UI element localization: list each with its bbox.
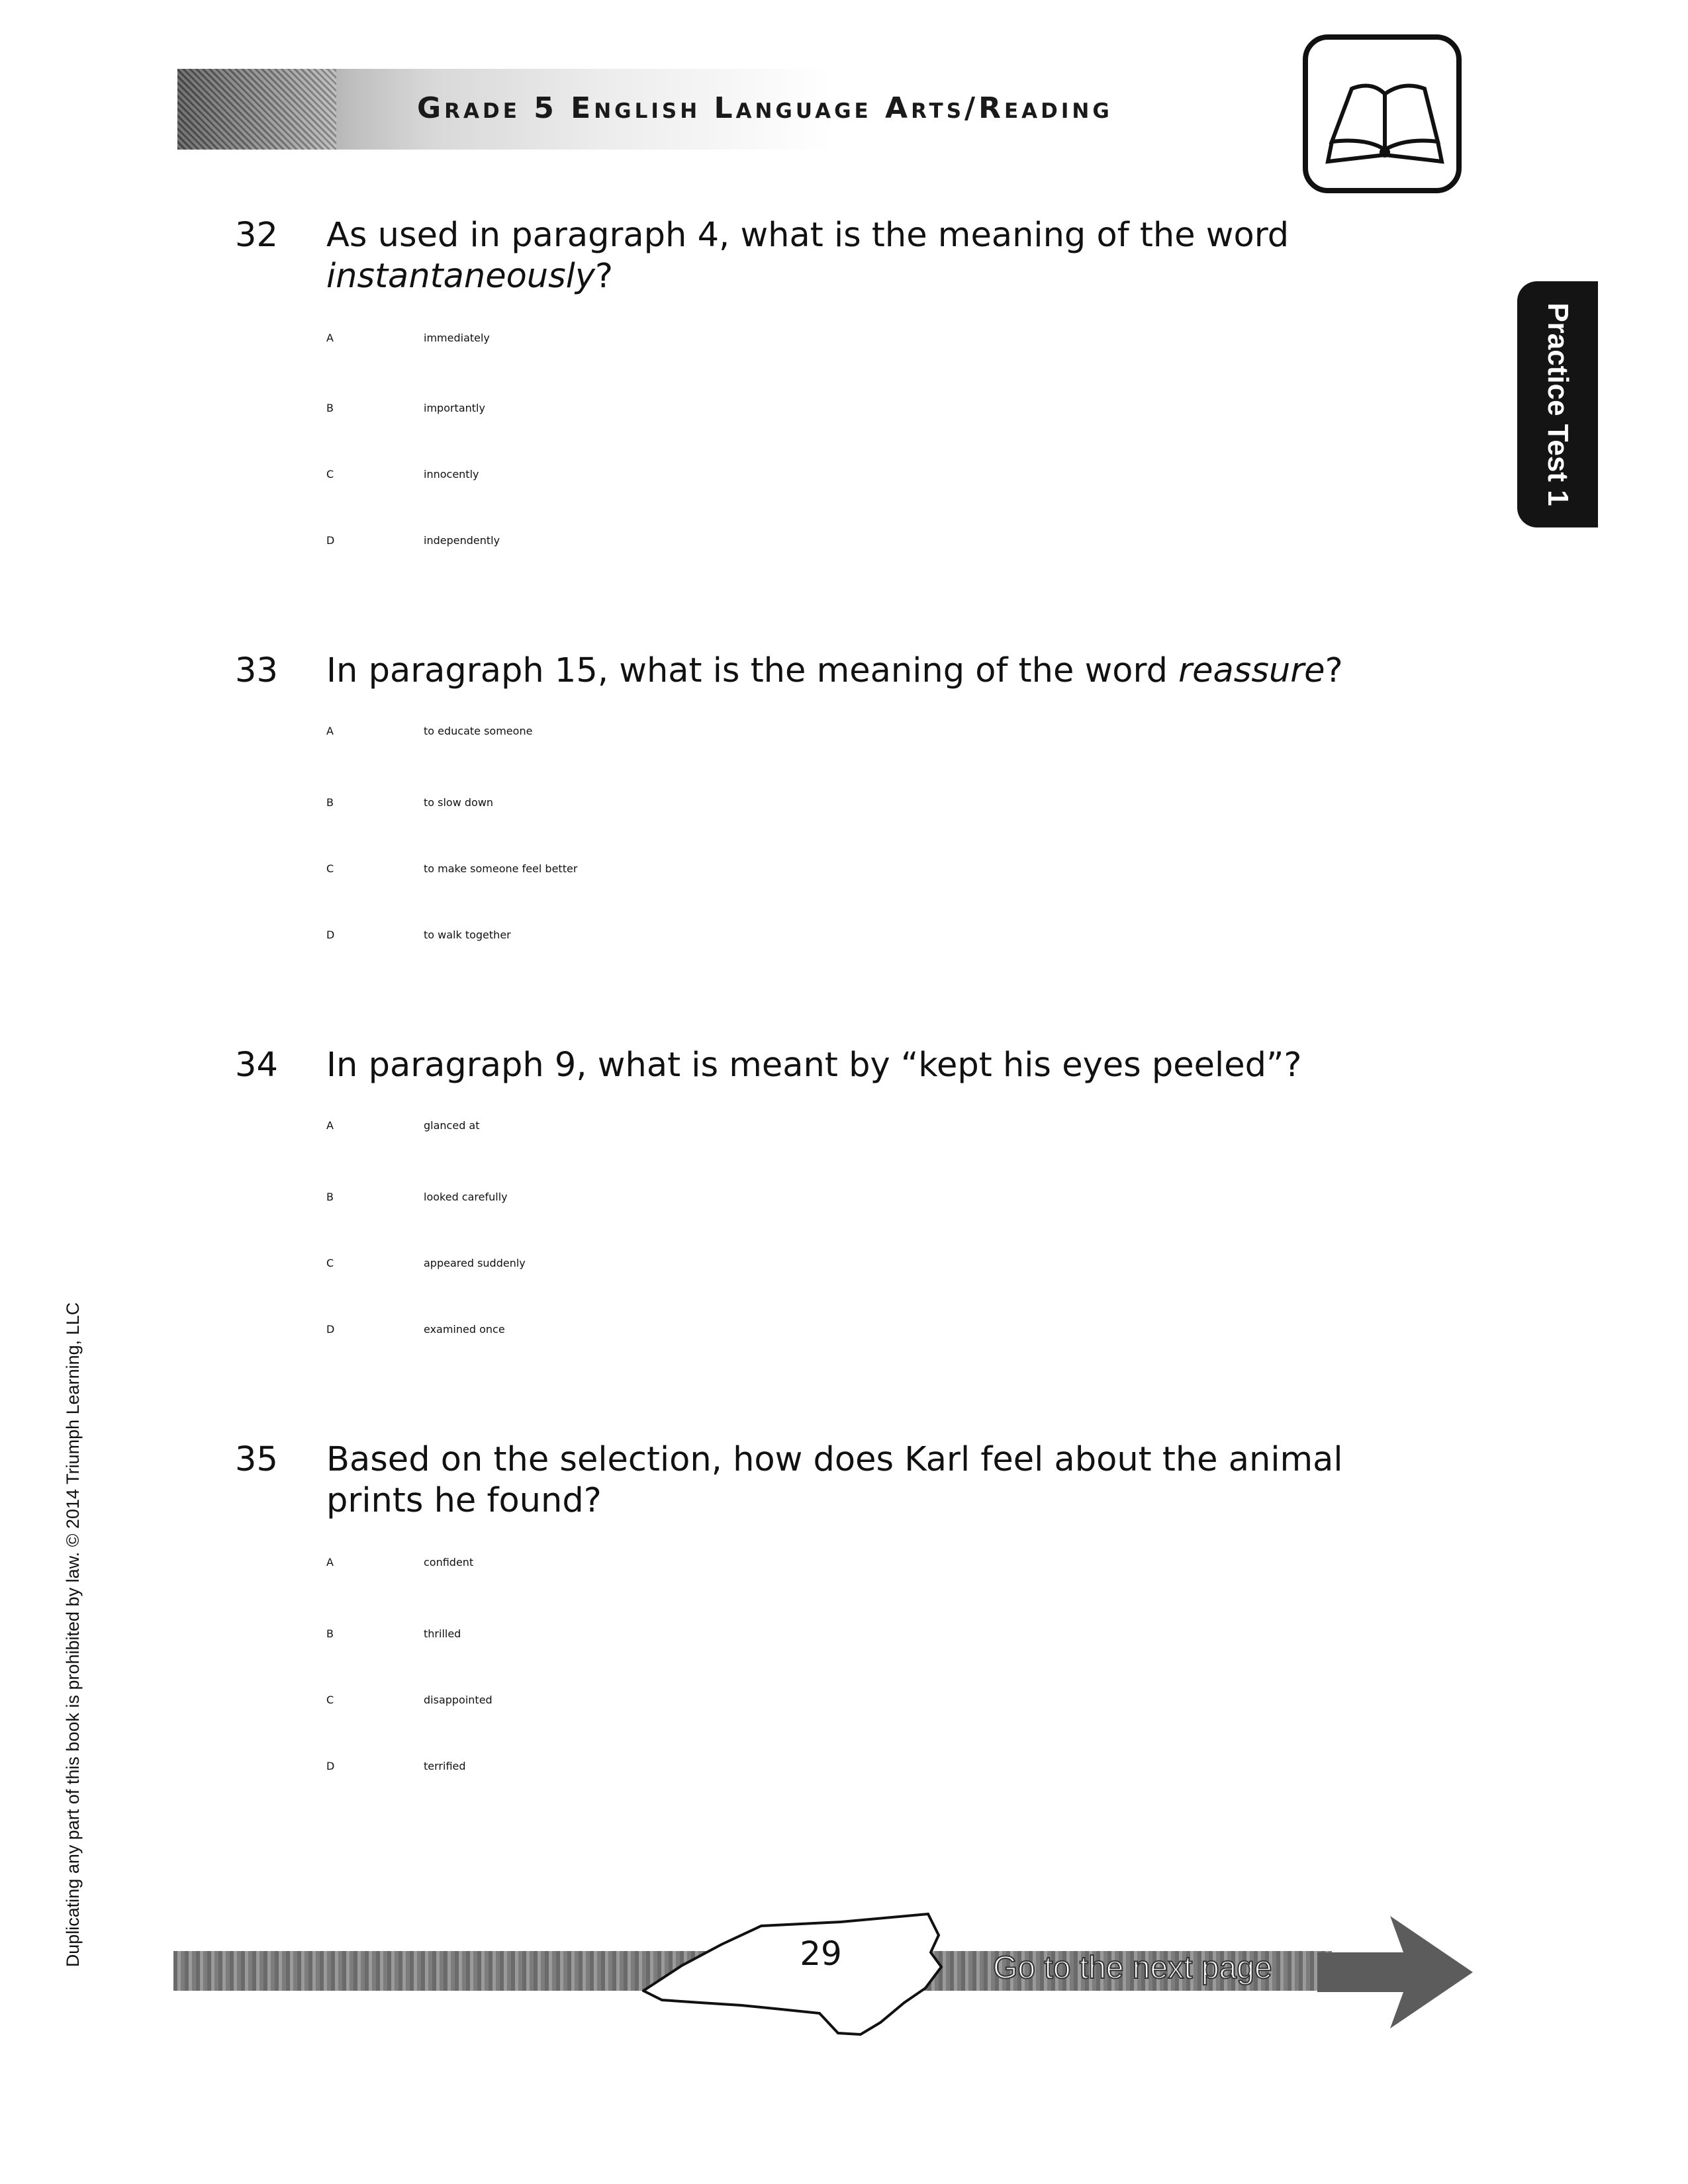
arrow-right-icon[interactable] (1317, 1916, 1476, 2028)
answer-option[interactable]: D examined once (326, 1323, 505, 1336)
book-icon-box (1303, 34, 1462, 193)
answer-option[interactable]: A immediately (326, 332, 490, 344)
copyright-notice: Duplicating any part of this book is prohibited by law. © 2014 Triumph Learning, LLC (63, 1302, 83, 1968)
answer-option[interactable]: D independently (326, 534, 500, 547)
answer-option[interactable]: B looked carefully (326, 1191, 508, 1203)
answer-option[interactable]: C innocently (326, 468, 479, 480)
question-number: 33 (235, 651, 278, 690)
answer-option[interactable]: B importantly (326, 402, 485, 414)
question-number: 34 (235, 1046, 278, 1085)
answer-option[interactable]: C appeared suddenly (326, 1257, 526, 1269)
page-header-title: Grade 5 English Language Arts/Reading (417, 91, 1113, 125)
answer-option[interactable]: A glanced at (326, 1119, 480, 1132)
question-stem: As used in paragraph 4, what is the meaning of the word instantaneously? (326, 216, 1289, 296)
question-number: 35 (235, 1440, 278, 1479)
go-to-next-page-label[interactable]: Go to the next page (993, 1950, 1272, 1985)
answer-option[interactable]: B to slow down (326, 796, 494, 809)
answer-option[interactable]: D to walk together (326, 929, 511, 941)
practice-test-tab-label: Practice Test 1 (1542, 302, 1574, 506)
question-stem: Based on the selection, how does Karl feel about the animal prints he found? (326, 1440, 1343, 1520)
answer-option[interactable]: A confident (326, 1556, 474, 1569)
answer-option[interactable]: B thrilled (326, 1627, 461, 1640)
question-stem: In paragraph 15, what is the meaning of the word reassure? (326, 651, 1343, 690)
question-stem: In paragraph 9, what is meant by “kept his eyes peeled”? (326, 1046, 1302, 1085)
answer-option[interactable]: C disappointed (326, 1694, 492, 1706)
answer-option[interactable]: D terrified (326, 1760, 466, 1772)
question-number: 32 (235, 216, 278, 255)
page-number: 29 (800, 1934, 842, 1973)
answer-option[interactable]: C to make someone feel better (326, 862, 578, 875)
open-book-icon (1319, 62, 1451, 175)
answer-option[interactable]: A to educate someone (326, 725, 533, 737)
